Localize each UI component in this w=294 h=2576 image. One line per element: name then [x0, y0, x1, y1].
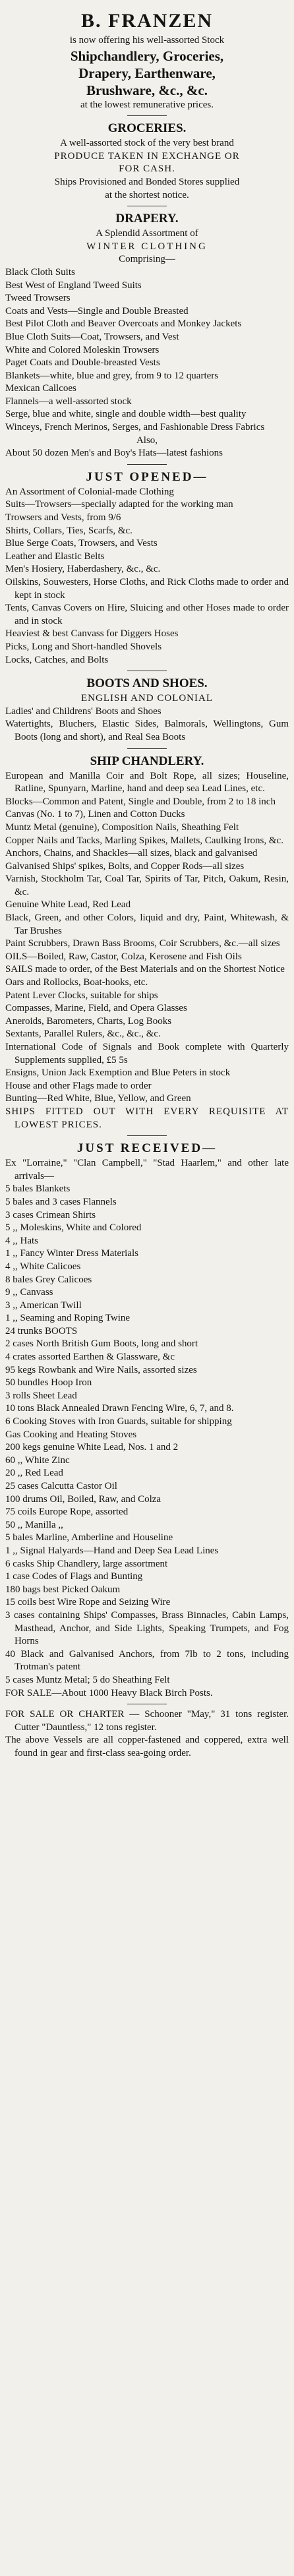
list-item: Ladies' and Childrens' Boots and Shoes [5, 705, 162, 717]
list-item: 5 cases Muntz Metal; 5 do Sheathing Felt [5, 1674, 170, 1685]
list-item: 5 bales Blankets [5, 1183, 71, 1195]
list-item: 180 bags best Picked Oakum [5, 1584, 121, 1595]
groceries-line-3: FOR CASH. [119, 164, 175, 175]
list-item: Blankets—white, blue and grey, from 9 to 12 quarters [5, 370, 219, 381]
divider [127, 464, 167, 465]
list-item: Shirts, Collars, Ties, Scarfs, &c. [5, 525, 132, 536]
list-item: 25 cases Calcutta Castor Oil [5, 1481, 117, 1491]
list-item: 95 kegs Rowbank and Wire Nails, assorted sizes [5, 1364, 197, 1375]
list-item: Picks, Long and Short-handled Shovels [5, 641, 162, 652]
received-title: JUST RECEIVED— [76, 1141, 218, 1156]
list-item: Blue Cloth Suits—Coat, Trowsers, and Vest [5, 331, 179, 342]
list-item: Suits—Trowsers—specially adapted for the working man [5, 499, 233, 510]
boots-title: BOOTS AND SHOES. [86, 676, 208, 691]
list-item: Best Pilot Cloth and Beaver Overcoats and Monkey Jackets [5, 318, 242, 330]
list-item: An Assortment of Colonial-made Clothing [5, 486, 174, 497]
drapery-line-2: WINTER CLOTHING [86, 241, 208, 252]
list-item: Genuine White Lead, Red Lead [5, 899, 131, 911]
received-list [5, 1183, 289, 1700]
chandlery-title: SHIP CHANDLERY. [90, 754, 204, 768]
intro-line: is now offering his well-assorted Stock [69, 35, 225, 45]
groceries-line-4: Ships Provisioned and Bonded Stores supplied [54, 176, 240, 187]
opened-list [5, 486, 289, 667]
list-item: 200 kegs genuine White Lead, Nos. 1 and 2 [5, 1442, 179, 1453]
for-sale-line: The above Vessels are all copper-fastened and coppered, extra well found in gear and first-class sea-going order. [5, 1735, 289, 1758]
list-item: Winceys, French Merinos, Serges, and Fashionable Dress Fabrics [5, 422, 265, 433]
list-item: Also, [136, 434, 158, 446]
stock-line-3: Brushware, &c., &c. [86, 82, 208, 98]
list-item: 24 trunks BOOTS [5, 1325, 78, 1336]
list-item: Compasses, Marine, Field, and Opera Glasses [5, 1003, 187, 1014]
list-item: Tents, Canvas Covers on Hire, Sluicing and other Hoses made to order and in stock [5, 603, 289, 626]
list-item: 2 cases North British Gum Boots, long and short [5, 1338, 198, 1350]
list-item: Ensigns, Union Jack Exemption and Blue Peters in stock [5, 1067, 231, 1079]
divider [127, 1135, 167, 1136]
list-item: Oars and Rollocks, Boat-hooks, etc. [5, 977, 148, 988]
boots-subtitle: ENGLISH AND COLONIAL [81, 693, 213, 704]
list-item: 60 ,, White Zinc [5, 1454, 70, 1466]
list-item: 5 bales and 3 cases Flannels [5, 1196, 117, 1207]
list-item: 6 Cooking Stoves with Iron Guards, suitable for shipping [5, 1416, 232, 1427]
list-item: 1 ,, Fancy Winter Dress Materials [5, 1248, 138, 1259]
list-item: 5 ,, Moleskins, White and Colored [5, 1222, 142, 1234]
list-item: SAILS made to order, of the Best Materials and on the Shortest Notice [5, 964, 285, 975]
list-item: Blue Serge Coats, Trowsers, and Vests [5, 538, 158, 549]
list-item: Aneroids, Barometers, Charts, Log Books [5, 1015, 172, 1027]
list-item: 1 ,, Seaming and Roping Twine [5, 1313, 131, 1324]
list-item: 1 ,, Signal Halyards—Hand and Deep Sea Lead Lines [5, 1545, 219, 1556]
list-item: European and Manilla Coir and Bolt Rope, all sizes; Houseline, Ratline, Spunyarn, Marline, hand and deep sea Lead Lines, etc. [5, 770, 289, 794]
list-item: Canvas (No. 1 to 7), Linen and Cotton Ducks [5, 809, 185, 820]
list-item: 3 cases Crimean Shirts [5, 1209, 96, 1220]
list-item: Locks, Catches, and Bolts [5, 654, 109, 665]
list-item: 9 ,, Canvass [5, 1287, 53, 1298]
list-item: Best West of England Tweed Suits [5, 280, 142, 291]
list-item: Mexican Callcoes [5, 383, 76, 394]
list-item: 8 bales Grey Calicoes [5, 1274, 92, 1285]
list-item: Patent Lever Clocks, suitable for ships [5, 990, 158, 1001]
list-item: 3 rolls Sheet Lead [5, 1390, 77, 1401]
list-item: Coats and Vests—Single and Double Breasted [5, 305, 189, 316]
list-item: Paget Coats and Double-breasted Vests [5, 357, 160, 369]
list-item: White and Colored Moleskin Trowsers [5, 344, 160, 355]
for-sale-section [5, 1708, 289, 1760]
groceries-line-1: A well-assorted stock of the very best brand [60, 138, 234, 149]
list-item: Copper Nails and Tacks, Marling Spikes, Mallets, Caulking Irons, &c. [5, 835, 283, 846]
list-item: SHIPS FITTED OUT WITH EVERY REQUISITE AT LOWEST PRICES. [5, 1106, 289, 1130]
list-item: 20 ,, Red Lead [5, 1468, 63, 1479]
chandlery-list [5, 770, 289, 1132]
list-item: Men's Hosiery, Haberdashery, &c., &c. [5, 564, 161, 575]
list-item: Bunting—Red White, Blue, Yellow, and Green [5, 1093, 191, 1104]
groceries-line-2: PRODUCE TAKEN IN EXCHANGE OR [54, 150, 240, 162]
list-item: 4 crates assorted Earthen & Glassware, &c [5, 1352, 175, 1363]
list-item: 1 case Codes of Flags and Bunting [5, 1571, 143, 1582]
list-item: Galvanised Ships' spikes, Bolts, and Copper Rods—all sizes [5, 860, 245, 872]
list-item: About 50 dozen Men's and Boy's Hats—latest fashions [5, 448, 223, 459]
received-intro: Ex "Lorraine," "Clan Campbell," "Stad Haarlem," and other late arrivals— [5, 1158, 289, 1182]
list-item: 4 ,, Hats [5, 1235, 38, 1246]
list-item: 50 bundles Hoop Iron [5, 1377, 92, 1389]
list-item: OILS—Boiled, Raw, Castor, Colza, Kerosene and Fish Oils [5, 951, 242, 962]
list-item: Paint Scrubbers, Drawn Bass Brooms, Coir Scrubbers, &c.—all sizes [5, 938, 280, 949]
list-item: Heaviest & best Canvass for Diggers Hoses [5, 628, 179, 640]
list-item: 50 ,, Manilla ,, [5, 1519, 63, 1530]
stock-line-2: Drapery, Earthenware, [78, 65, 216, 81]
list-item: 40 Black and Galvanised Anchors, from 7lb to 2 tons, including Trotman's patent [5, 1648, 289, 1673]
drapery-line-3: Comprising— [119, 254, 175, 265]
list-item: 15 coils best Wire Rope and Seizing Wire [5, 1597, 171, 1608]
boots-list [5, 705, 289, 744]
drapery-list [5, 266, 289, 460]
list-item: 6 casks Ship Chandlery, large assortment [5, 1558, 168, 1569]
list-item: 3 ,, American Twill [5, 1300, 82, 1311]
prices-line: at the lowest remunerative prices. [80, 99, 214, 110]
for-sale-line: FOR SALE OR CHARTER — Schooner "May," 31 tons register. Cutter "Dauntless," 12 tons register. [5, 1709, 289, 1733]
list-item: Black, Green, and other Colors, liquid and dry, Paint, Whitewash, & Tar Brushes [5, 913, 289, 936]
opened-title: JUST OPENED— [86, 469, 208, 484]
list-item: 10 tons Black Annealed Drawn Fencing Wire, 6, 7, and 8. [5, 1403, 234, 1414]
list-item: 100 drums Oil, Boiled, Raw, and Colza [5, 1493, 162, 1505]
list-item: 75 coils Europe Rope, assorted [5, 1507, 129, 1518]
list-item: Muntz Metal (genuine), Composition Nails, Sheathing Felt [5, 822, 239, 833]
drapery-line-1: A Splendid Assortment of [96, 228, 198, 239]
list-item: International Code of Signals and Book complete with Quarterly Supplements supplied, £5 5s [5, 1042, 289, 1065]
list-item: Serge, blue and white, single and double width—best quality [5, 409, 247, 420]
list-item: Gas Cooking and Heating Stoves [5, 1429, 137, 1440]
groceries-line-5: at the shortest notice. [105, 189, 189, 200]
list-item: FOR SALE—About 1000 Heavy Black Birch Posts. [5, 1687, 213, 1698]
list-item: Oilskins, Souwesters, Horse Cloths, and Rick Cloths made to order and kept in stock [5, 577, 289, 601]
list-item: 3 cases containing Ships' Compasses, Brass Binnacles, Cabin Lamps, Masthead, Anchor, and Side Lights, Speaking Trumpets, and Fog Horns [5, 1609, 289, 1647]
list-item: Blocks—Common and Patent, Single and Double, from 2 to 18 inch [5, 796, 276, 807]
merchant-name: B. FRANZEN [80, 10, 213, 32]
list-item: Watertights, Bluchers, Elastic Sides, Balmorals, Wellingtons, Gum Boots (long and short), and Real Sea Boots [5, 719, 289, 742]
drapery-title: DRAPERY. [115, 212, 179, 226]
list-item: Anchors, Chains, and Shackles—all sizes, black and galvanised [5, 848, 258, 859]
stock-line-1: Shipchandlery, Groceries, [70, 47, 224, 64]
list-item: Trowsers and Vests, from 9/6 [5, 512, 121, 524]
list-item: 5 bales Marline, Amberline and Houseline [5, 1532, 173, 1543]
list-item: 4 ,, White Calicoes [5, 1261, 81, 1272]
advertisement [5, 0, 289, 1773]
list-item: Leather and Elastic Belts [5, 551, 105, 562]
list-item: Tweed Trowsers [5, 293, 71, 304]
list-item: Varnish, Stockholm Tar, Coal Tar, Spirits of Tar, Pitch, Oakum, Resin, &c. [5, 874, 289, 897]
list-item: House and other Flags made to order [5, 1080, 152, 1091]
groceries-title: GROCERIES. [107, 121, 187, 136]
list-item: Flannels—a well-assorted stock [5, 396, 132, 407]
list-item: Black Cloth Suits [5, 266, 75, 278]
list-item: Sextants, Parallel Rulers, &c., &c., &c. [5, 1029, 161, 1040]
divider [127, 115, 167, 116]
divider [127, 748, 167, 749]
